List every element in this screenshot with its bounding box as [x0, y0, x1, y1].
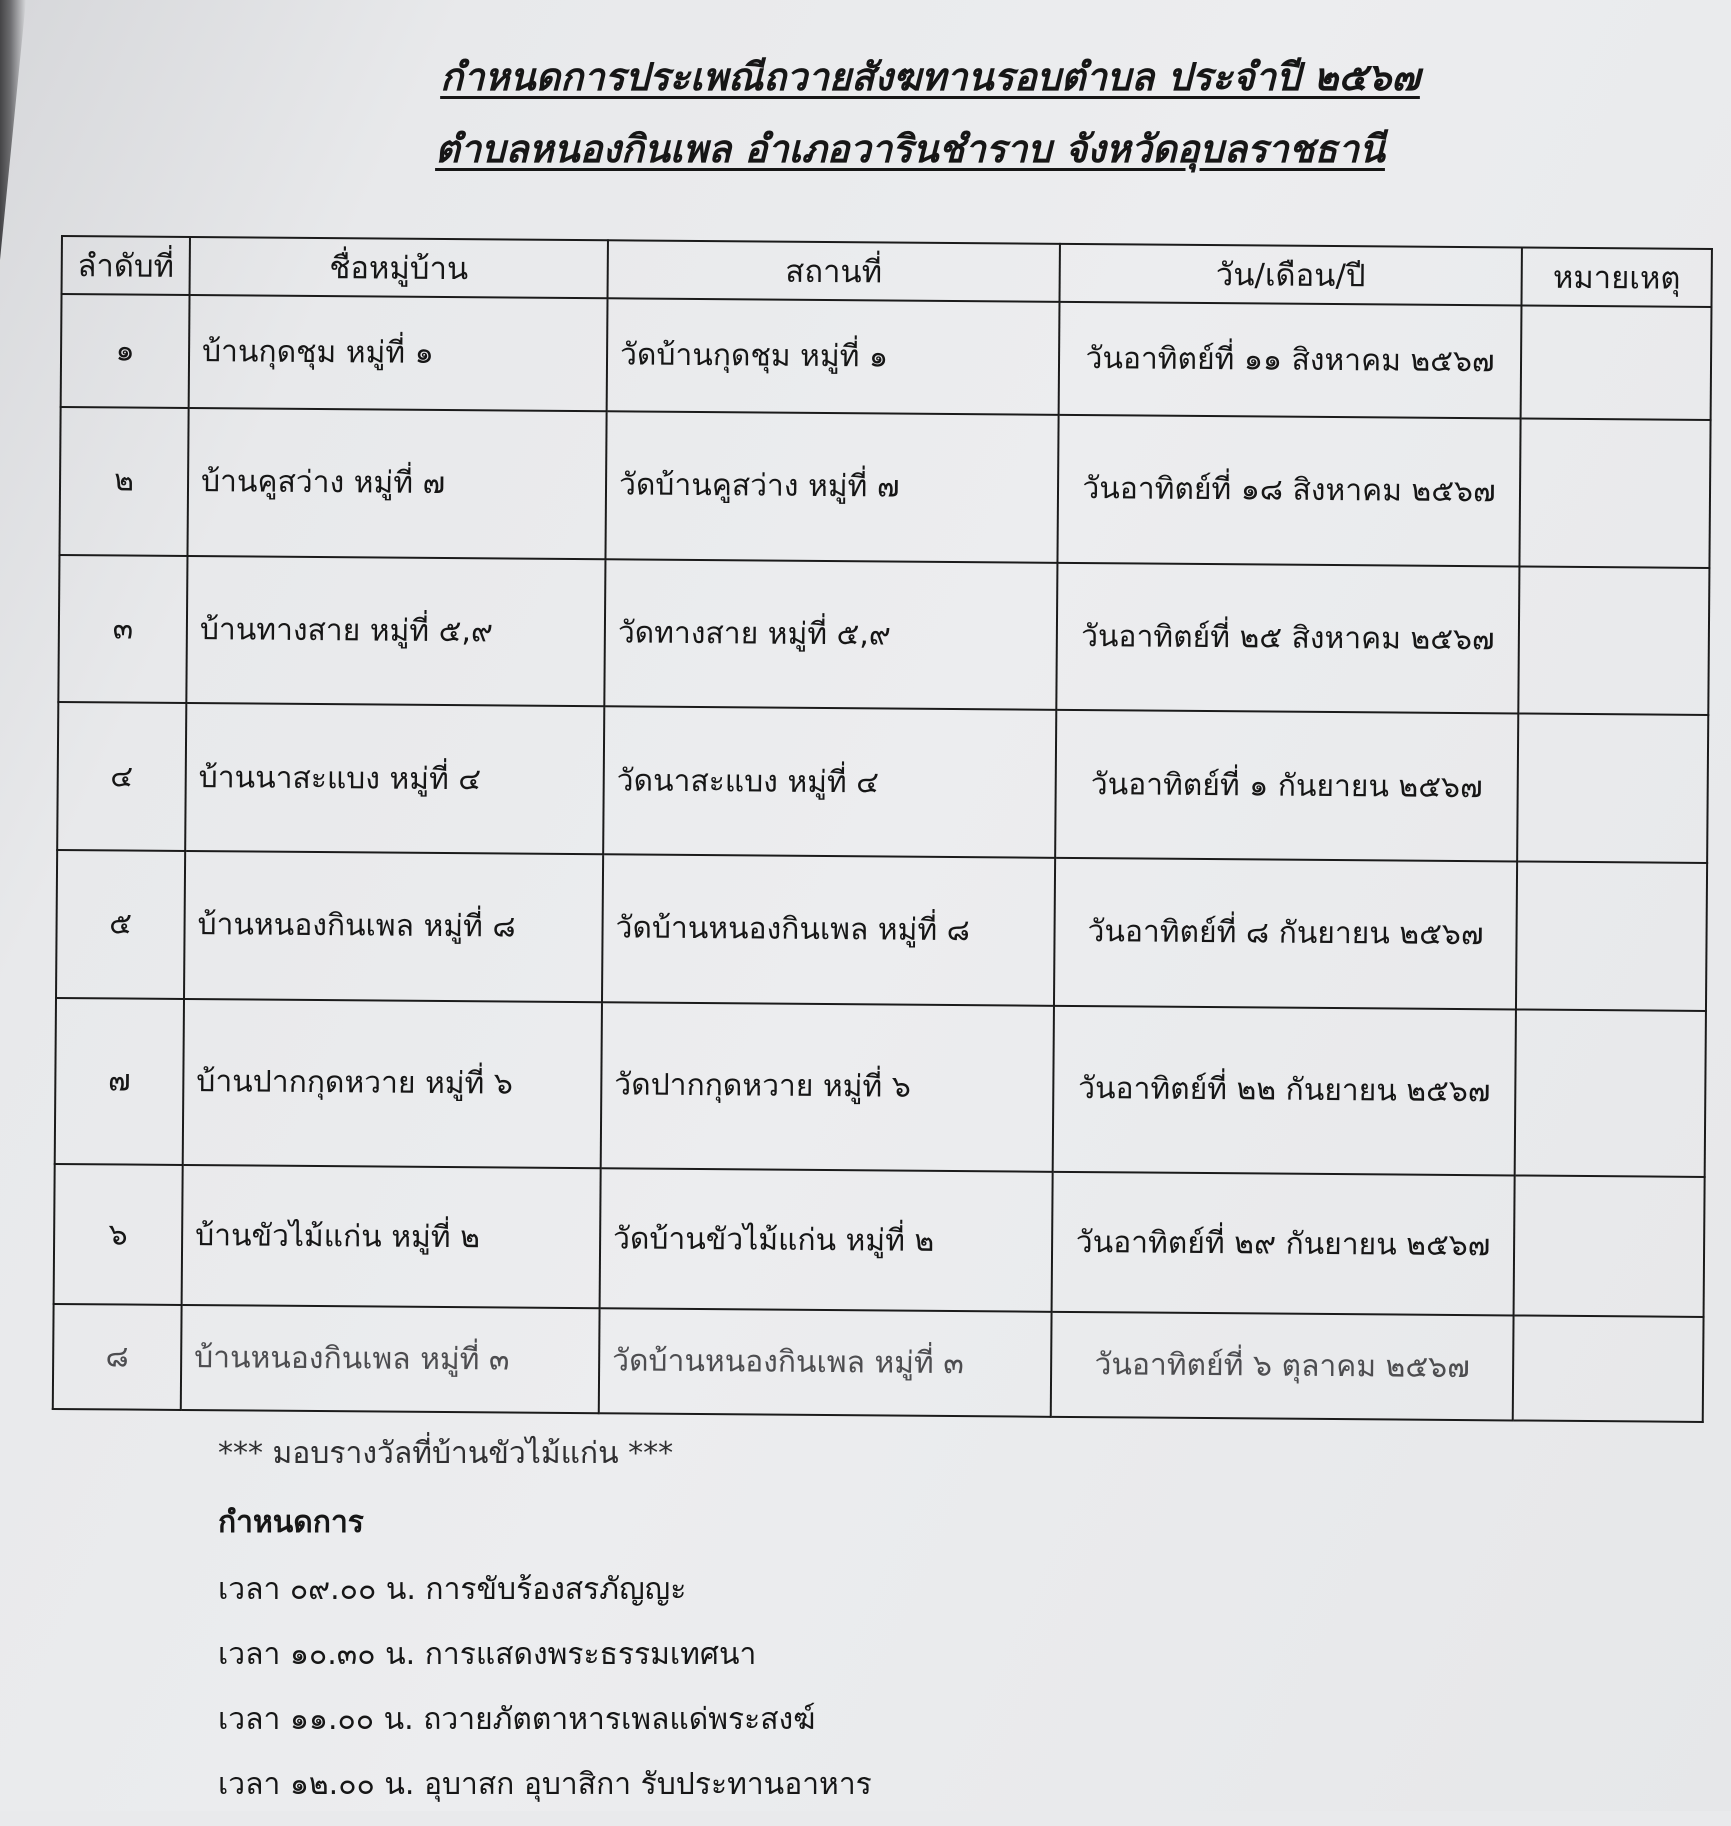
cell-remark [1517, 714, 1708, 863]
cell-no: ๕ [56, 850, 185, 999]
header-date: วัน/เดือน/ปี [1060, 244, 1522, 306]
cell-no: ๔ [57, 702, 186, 851]
cell-remark [1518, 566, 1709, 715]
cell-date: วันอาทิตย์ที่ ๒๕ สิงหาคม ๒๕๖๗ [1056, 562, 1519, 713]
table-row [57, 702, 1708, 863]
cell-village: บ้านหนองกินเพล หมู่ที่ ๘ [184, 851, 603, 1002]
title-line-1: กำหนดการประเพณีถวายสังฆทานรอบตำบล ประจำปี ๒๕๖๗ [440, 55, 1420, 99]
cell-date: วันอาทิตย์ที่ ๒๙ กันยายน ๒๕๖๗ [1052, 1172, 1515, 1316]
cell-remark [1513, 1316, 1704, 1422]
cell-date: วันอาทิตย์ที่ ๑ กันยายน ๒๕๖๗ [1055, 710, 1518, 861]
page-corner-shadow [0, 0, 26, 260]
header-village: ชื่อหมู่บ้าน [190, 237, 608, 298]
cell-village: บ้านคูสว่าง หมู่ที่ ๗ [187, 408, 606, 559]
cell-date: วันอาทิตย์ที่ ๑๑ สิงหาคม ๒๕๖๗ [1059, 302, 1522, 418]
cell-place: วัดบ้านขัวไม้แก่น หมู่ที่ ๒ [600, 1168, 1053, 1312]
award-note: *** มอบรางวัลที่บ้านขัวไม้แก่น *** [218, 1436, 674, 1471]
cell-place: วัดทางสาย หมู่ที่ ๕,๙ [604, 559, 1057, 710]
title-line-2: ตำบลหนองกินเพล อำเภอวารินชำราบ จังหวัดอุบลราชธานี [435, 127, 1385, 171]
cell-place: วัดบ้านหนองกินเพล หมู่ที่ ๓ [599, 1309, 1052, 1417]
cell-remark [1516, 861, 1707, 1010]
agenda-item: เวลา ๐๙.๐๐ น. การขับร้องสรภัญญะ [218, 1572, 687, 1607]
table-row [53, 1304, 1704, 1422]
table-row [54, 1164, 1705, 1317]
cell-place: วัดบ้านคูสว่าง หมู่ที่ ๗ [605, 411, 1058, 562]
cell-remark [1515, 1009, 1706, 1177]
header-place: สถานที่ [608, 240, 1060, 302]
agenda-item: เวลา ๑๐.๓๐ น. การแสดงพระธรรมเทศนา [218, 1637, 757, 1672]
table-row [59, 407, 1710, 568]
cell-village: บ้านหนองกินเพล หมู่ที่ ๓ [181, 1305, 600, 1413]
table-row [61, 294, 1712, 420]
schedule-table [52, 235, 1713, 1423]
cell-place: วัดปากกุดหวาย หมู่ที่ ๖ [601, 1002, 1054, 1172]
cell-no: ๑ [61, 294, 190, 408]
header-no: ลำดับที่ [62, 236, 190, 295]
agenda-heading: กำหนดการ [218, 1505, 364, 1540]
schedule-notes [218, 1430, 872, 1826]
cell-no: ๓ [58, 555, 187, 704]
cell-village: บ้านนาสะแบง หมู่ที่ ๔ [185, 703, 604, 854]
table-row [58, 555, 1709, 716]
cell-date: วันอาทิตย์ที่ ๖ ตุลาคม ๒๕๖๗ [1051, 1312, 1514, 1420]
cell-remark [1514, 1175, 1705, 1317]
agenda-item: เวลา ๑๑.๐๐ น. ถวายภัตตาหารเพลแด่พระสงฆ์ [218, 1702, 816, 1737]
cell-village: บ้านกุดชุม หมู่ที่ ๑ [189, 295, 608, 411]
cell-village: บ้านขัวไม้แก่น หมู่ที่ ๒ [182, 1165, 601, 1309]
cell-village: บ้านปากกุดหวาย หมู่ที่ ๖ [183, 999, 602, 1168]
cell-remark [1519, 418, 1710, 567]
cell-place: วัดบ้านหนองกินเพล หมู่ที่ ๘ [602, 854, 1055, 1005]
cell-place: วัดบ้านกุดชุม หมู่ที่ ๑ [607, 298, 1060, 414]
cell-date: วันอาทิตย์ที่ ๒๒ กันยายน ๒๕๖๗ [1053, 1005, 1516, 1175]
document-header [360, 50, 1460, 176]
cell-remark [1521, 305, 1712, 419]
table-row [56, 850, 1707, 1011]
cell-no: ๘ [53, 1304, 182, 1410]
cell-no: ๒ [59, 407, 188, 556]
cell-village: บ้านทางสาย หมู่ที่ ๕,๙ [186, 556, 605, 707]
table-row [55, 998, 1706, 1177]
agenda-item: เวลา ๑๒.๐๐ น. อุบาสก อุบาสิกา รับประทานอาหาร [218, 1767, 872, 1802]
cell-date: วันอาทิตย์ที่ ๘ กันยายน ๒๕๖๗ [1054, 858, 1517, 1009]
cell-no: ๗ [55, 998, 184, 1165]
cell-date: วันอาทิตย์ที่ ๑๘ สิงหาคม ๒๕๖๗ [1057, 415, 1520, 566]
cell-no: ๖ [54, 1164, 183, 1306]
cell-place: วัดนาสะแบง หมู่ที่ ๔ [603, 707, 1056, 858]
header-remark: หมายเหตุ [1521, 247, 1711, 306]
